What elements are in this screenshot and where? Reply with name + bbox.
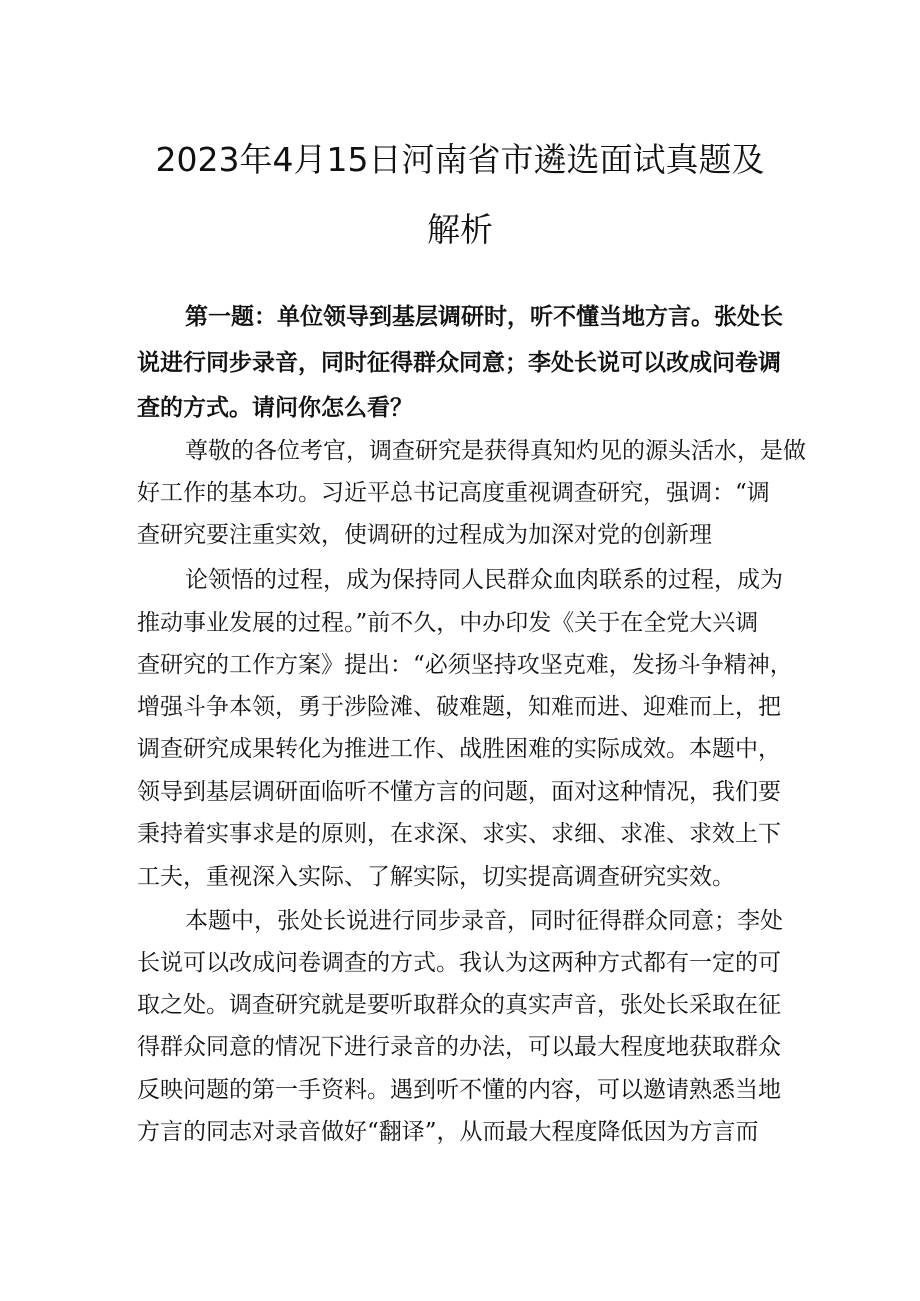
body-line: 尊敬的各位考官，调查研究是获得真知灼见的源头活水，是做: [185, 438, 806, 464]
body-line: 好工作的基本功。习近平总书记高度重视调查研究，强调：“调: [137, 480, 770, 506]
question-line: 说进行同步录音，同时征得群众同意；李处长说可以改成问卷调: [137, 350, 781, 376]
body-line: 推动事业发展的过程。”前不久，中办印发《关于在全党大兴调: [137, 610, 759, 636]
body-line: 工夫，重视深入实际、了解实际，切实提高调查研究实效。: [137, 864, 735, 890]
body-line: 反映问题的第一手资料。遇到听不懂的内容，可以邀请熟悉当地: [137, 1077, 781, 1103]
body-line: 本题中，张处长说进行同步录音，同时征得群众同意；李处: [185, 908, 783, 934]
body-line: 查研究要注重实效，使调研的过程成为加深对党的创新理: [137, 522, 712, 548]
body-line: 方言的同志对录音做好“翻译”，从而最大程度降低因为方言而: [137, 1119, 759, 1145]
question-line: 查的方式。请问你怎么看？: [137, 395, 413, 421]
body-line: 取之处。调查研究就是要听取群众的真实声音，张处长采取在征: [137, 992, 781, 1018]
body-line: 长说可以改成问卷调查的方式。我认为这两种方式都有一定的可: [137, 950, 781, 976]
document-title-line-1: 2023年4月15日河南省市遴选面试真题及: [155, 140, 765, 179]
question-line: 第一题：单位领导到基层调研时，听不懂当地方言。张处长: [185, 304, 783, 330]
body-line: 得群众同意的情况下进行录音的办法，可以最大程度地获取群众: [137, 1034, 781, 1060]
body-line: 秉持着实事求是的原则，在求深、求实、求细、求准、求效上下: [137, 821, 781, 847]
body-line: 增强斗争本领，勇于涉险滩、破难题，知难而进、迎难而上，把: [137, 694, 781, 720]
document-title-line-2: 解析: [427, 210, 493, 249]
body-line: 领导到基层调研面临听不懂方言的问题，面对这种情况，我们要: [137, 779, 781, 805]
body-line: 论领悟的过程，成为保持同人民群众血肉联系的过程，成为: [185, 567, 783, 593]
body-line: 查研究的工作方案》提出：“必须坚持攻坚克难，发扬斗争精神，: [137, 652, 793, 678]
body-line: 调查研究成果转化为推进工作、战胜困难的实际成效。本题中，: [137, 736, 781, 762]
